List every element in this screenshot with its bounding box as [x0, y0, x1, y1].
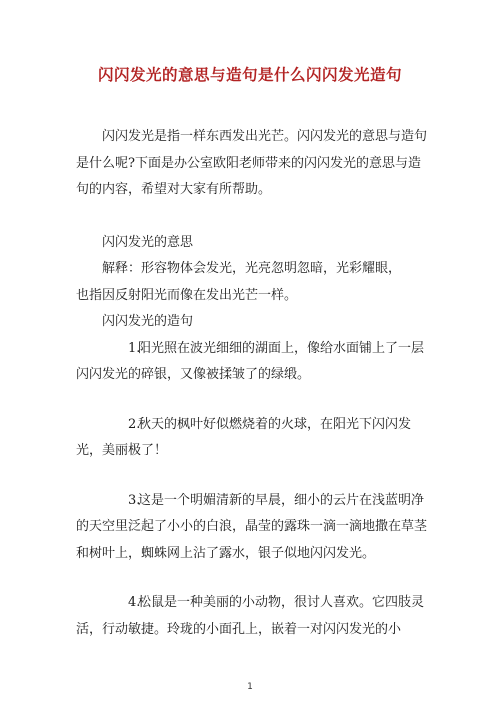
document-body [76, 124, 431, 643]
sentence-text: 松鼠是一种美丽的小动物，很讨人喜欢。它四肢灵活，行动敏捷。玲珑的小面孔上，嵌着一对闪闪发光的小 [76, 595, 425, 637]
sentence-number: 3. [128, 492, 141, 508]
sentence-item [76, 488, 431, 568]
sentence-text: 这是一个明媚清新的早晨，细小的云片在浅蓝明净的天空里泛起了小小的白浪，晶莹的露珠一滴一滴地撒在草茎和树叶上，蜘蛛网上沾了露水，银子似地闪闪发光。 [76, 492, 428, 561]
sentence-text: 秋天的枫叶好似燃烧着的火球，在阳光下闪闪发光，美丽极了！ [76, 416, 412, 458]
sentences-heading: 闪闪发光的造句 [102, 314, 194, 329]
sentence-number: 4. [128, 595, 141, 610]
sentence-item [76, 412, 431, 465]
meaning-heading: 闪闪发光的意思 [102, 234, 194, 250]
sentence-number: 1. [128, 340, 141, 356]
meaning-text: 解释：形容物体会发光，光亮忽明忽暗，光彩耀眼， [102, 261, 402, 276]
sentence-number: 2. [128, 416, 141, 432]
sentence-item [76, 336, 431, 389]
document-title: 闪闪发光的意思与造句是什么闪闪发光造句 [97, 66, 402, 84]
sentence-item [76, 590, 431, 643]
intro-paragraph: 闪闪发光是指一样东西发出光芒。闪闪发光的意思与造句是什么呢?下面是办公室欧阳老师带来的闪闪发光的意思与造句的内容，希望对大家有所帮助。 [76, 129, 428, 197]
sentence-text: 阳光照在波光细细的湖面上，像给水面铺上了一层闪闪发光的碎银，又像被揉皱了的绿缎。 [76, 340, 425, 382]
meaning-text-continued: 也指因反射阳光而像在发出光芒一样。 [76, 287, 298, 303]
page-number: 1 [247, 682, 253, 692]
